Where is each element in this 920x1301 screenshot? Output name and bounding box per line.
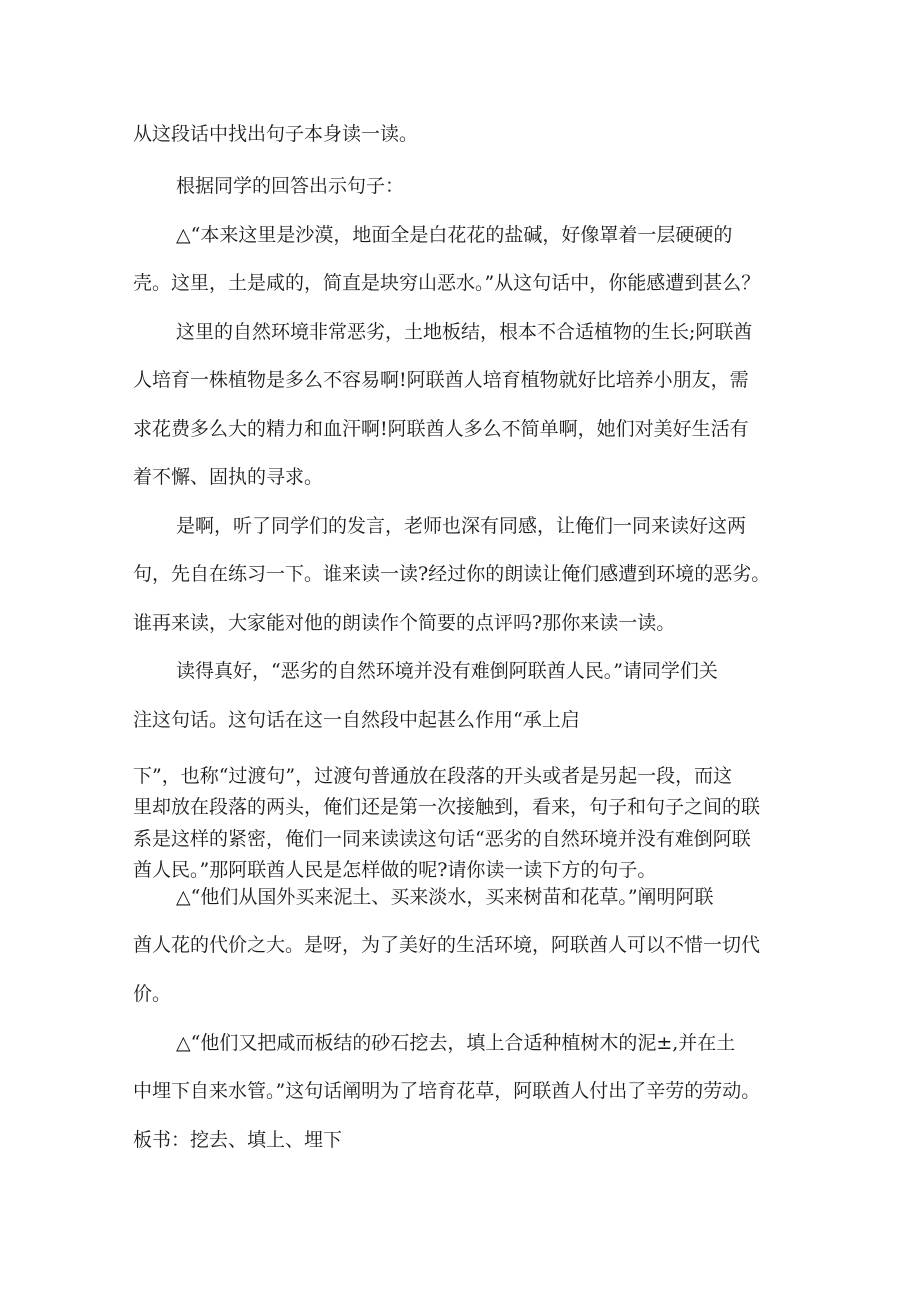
- text-line: 读得真好，“恶劣的自然环境并没有难倒阿联酋人民。”请同学们关: [176, 660, 718, 682]
- text-line: 人培育一株植物是多么不容易啊!阿联酋人培育植物就好比培养小朋友，需: [133, 369, 749, 391]
- text-line: △“本来这里是沙漠，地面全是白花花的盐碱，好像罩着一层硬硬的: [176, 224, 733, 246]
- text-line: 从这段话中找出句子本身读一读。: [133, 123, 419, 145]
- text-line: 是啊，听了同学们的发言，老师也深有同感，让俺们一同来读好这两: [176, 515, 747, 537]
- text-line: 酋人花的代价之大。是呀，为了美好的生活环境，阿联酋人可以不惜一切代: [133, 934, 761, 956]
- text-line: 价。: [133, 983, 172, 1005]
- text-line: 根据同学的回答出示句子：: [176, 175, 405, 197]
- text-line: 板书：挖去、填上、埋下: [133, 1129, 343, 1151]
- text-line: 求花费多么大的精力和血汗啊!阿联酋人多么不简单啊，她们对美好生活有: [133, 418, 749, 440]
- text-line: 里却放在段落的两头，俺们还是第一次接触到，看来，句子和句子之间的联: [133, 796, 761, 818]
- text-line: 中埋下自来水管。”这句话阐明为了培育花草，阿联酋人付出了辛劳的劳动。: [133, 1080, 761, 1102]
- text-line: 系是这样的紧密，俺们一同来读读这句话“恶劣的自然环境并没有难倒阿联: [133, 828, 751, 850]
- text-line: 下”，也称“过渡句”，过渡句普通放在段落的开头或者是另起一段，而这: [133, 765, 733, 787]
- text-line: 句，先自在练习一下。谁来读一读?经过你的朗读让俺们感遭到环境的恶劣。: [133, 563, 771, 585]
- text-line: 着不懈、固执的寻求。: [133, 466, 324, 488]
- text-line: 注这句话。这句话在这一自然段中起甚么作用“承上启: [133, 709, 580, 731]
- text-line: 谁再来读，大家能对他的朗读作个简要的点评吗?那你来读一读。: [133, 612, 676, 634]
- text-line: 壳。这里，土是咸的，简直是块穷山恶水。”从这句话中，你能感遭到甚么？: [133, 272, 761, 294]
- text-line: 酋人民。”那阿联酋人民是怎样做的呢?请你读一读下方的句子。: [133, 859, 657, 881]
- text-line: △“他们从国外买来泥土、买来淡水，买来树苗和花草。”阐明阿联: [176, 886, 714, 908]
- text-line: 这里的自然环境非常恶劣，土地板结，根本不合适植物的生长;阿联酋: [176, 321, 753, 343]
- text-line: △“他们又把咸而板结的砂石挖去，填上合适种植树木的泥±,并在土: [176, 1032, 736, 1054]
